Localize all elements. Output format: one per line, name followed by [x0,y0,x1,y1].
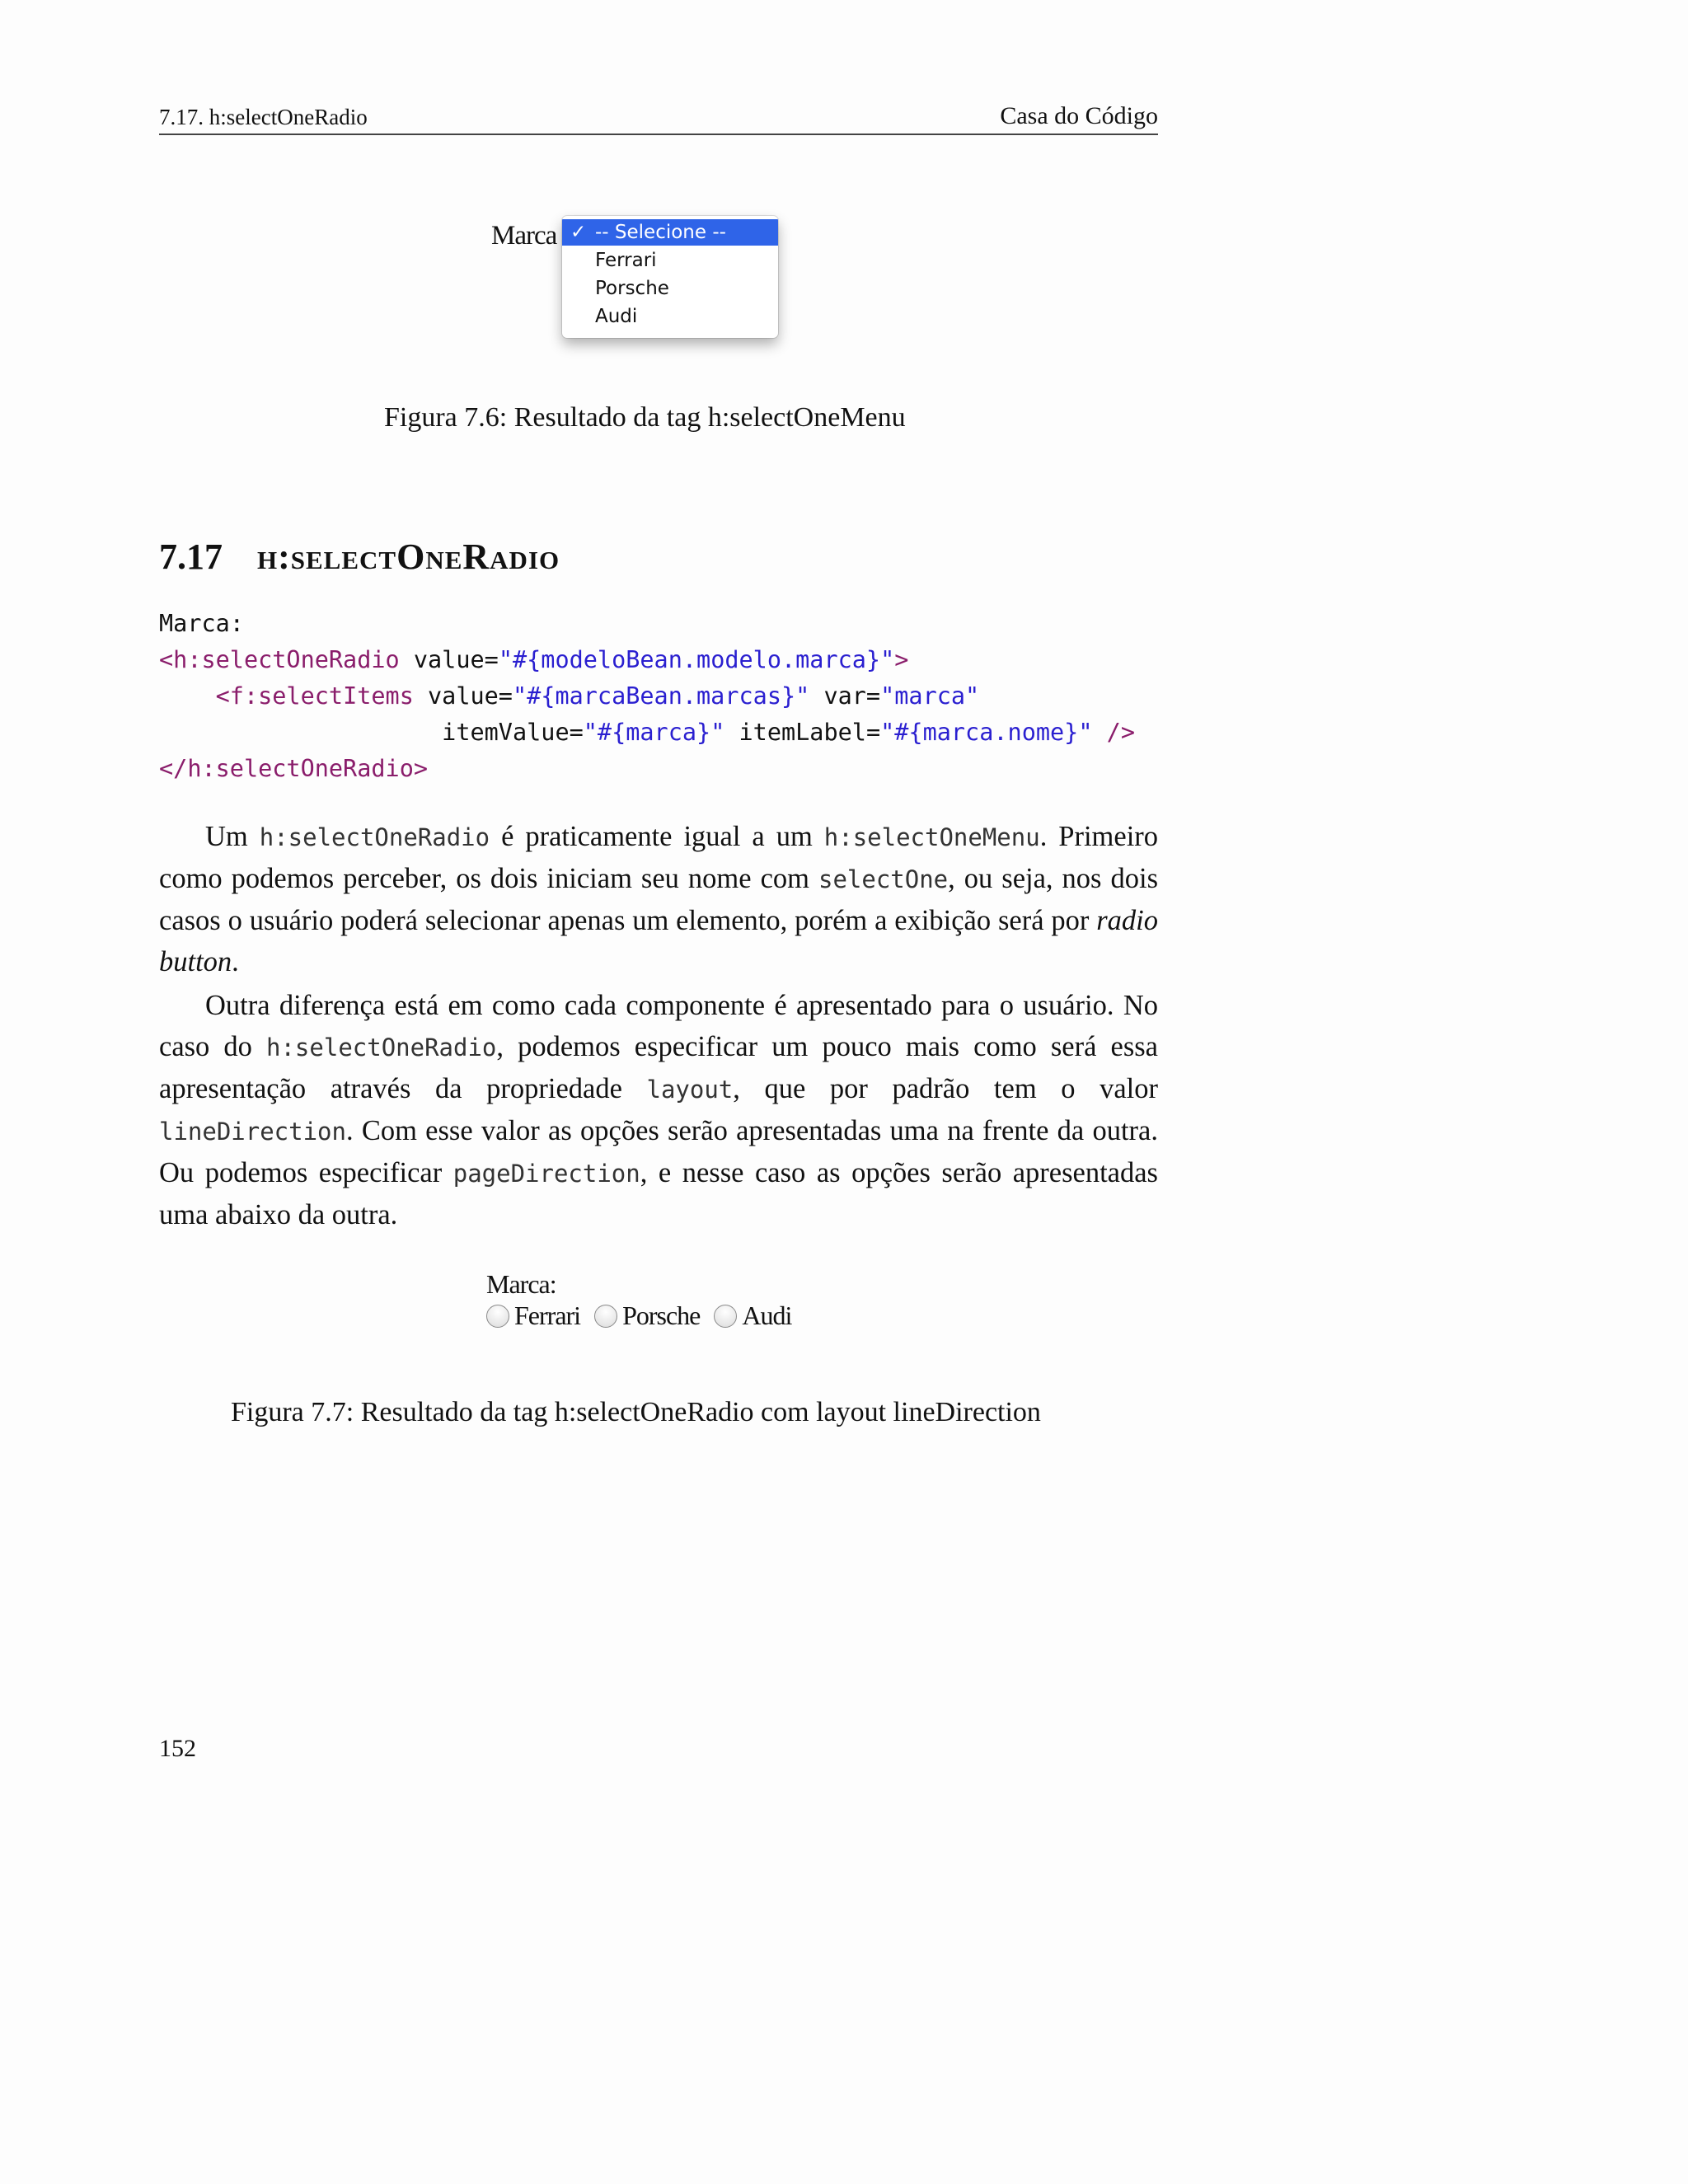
text: é praticamente igual a um [490,821,824,852]
figure-caption: Figura 7.7: Resultado da tag h:selectOneRadio com layout lineDirection [231,1397,1041,1427]
code-attr: value= [399,646,499,673]
option-label: Ferrari [595,250,657,271]
inline-code: selectOne [818,865,949,893]
checkmark-icon: ✓ [570,222,587,243]
header-section-ref: 7.17. h:selectOneRadio [159,105,368,129]
code-indent [159,682,216,710]
body-paragraph [159,816,1158,982]
figure-caption: Figura 7.6: Resultado da tag h:selectOneMenu [384,402,906,433]
running-header [159,97,1158,135]
section-number: 7.17 [159,537,223,577]
dropdown-option[interactable] [562,247,778,274]
text: . [232,946,239,977]
code-indent [159,719,442,746]
radio-button[interactable] [714,1305,737,1328]
text: , ou seja, nos dois casos o usuário poderá selecionar apenas um elemento, porém a exibição será por [159,863,1158,936]
inline-code: lineDirection [159,1118,346,1146]
inline-code: h:selectOneRadio [259,823,490,851]
dropdown-option[interactable] [562,275,778,302]
code-text: Marca: [159,610,244,637]
code-string: "#{marca.nome}" [880,719,1093,746]
option-label: Audi [595,306,638,327]
radio-group-label: Marca: [486,1269,556,1299]
text: Um [205,821,260,852]
code-string: "#{marca}" [583,719,725,746]
text: , e nesse caso as opções serão apresentadas uma abaixo da outra. [159,1157,1158,1230]
section-title: h:selectOneRadio [257,537,560,577]
menu-label: Marca [491,221,557,251]
text: Outra diferença está em como cada componente é apresentado para o usuário. No caso do [159,990,1158,1062]
inline-code: pageDirection [452,1160,640,1188]
radio-button[interactable] [486,1305,509,1328]
code-string: "#{modeloBean.modelo.marca}" [498,646,895,673]
code-tag: <f:selectItems [215,682,414,710]
code-string: "marca" [880,682,980,710]
code-tag: </h:selectOneRadio> [159,755,429,782]
dropdown-menu [562,216,778,338]
code-attr: var= [809,682,881,710]
code-tag: <h:selectOneRadio [159,646,400,673]
header-book-title: Casa do Código [1000,102,1158,129]
inline-code: h:selectOneRadio [266,1033,497,1062]
code-string: "#{marcaBean.marcas}" [512,682,810,710]
inline-code: layout [646,1076,734,1104]
page-number: 152 [159,1735,196,1762]
inline-code: h:selectOneMenu [823,823,1040,851]
code-listing [159,606,1135,787]
text: . Com esse valor as opções serão apresentadas uma na frente da outra. Ou podemos especificar [159,1115,1158,1188]
radio-label: Audi [742,1301,792,1330]
text: . Primeiro como podemos perceber, os dois iniciam seu nome com [159,821,1159,894]
radio-label: Porsche [622,1301,701,1330]
option-label: -- Selecione -- [595,222,726,243]
dropdown-option[interactable] [562,219,778,246]
code-attr: itemValue= [442,719,584,746]
figure-select-one-menu [491,216,788,364]
emphasis: radio button [159,905,1158,977]
figure-select-one-radio [486,1269,832,1343]
body-paragraph [159,985,1158,1235]
code-tag: > [894,646,909,673]
text: , que por padrão tem o valor [733,1073,1158,1104]
option-label: Porsche [595,278,669,299]
dropdown-option[interactable] [562,303,778,330]
code-attr: value= [413,682,513,710]
text: , podemos especificar um pouco mais como será essa apresentação através da propriedade [159,1031,1158,1104]
code-attr: itemLabel= [724,719,881,746]
code-tag: /> [1092,719,1135,746]
radio-group [486,1301,799,1333]
radio-label: Ferrari [514,1301,581,1330]
radio-button[interactable] [594,1305,617,1328]
